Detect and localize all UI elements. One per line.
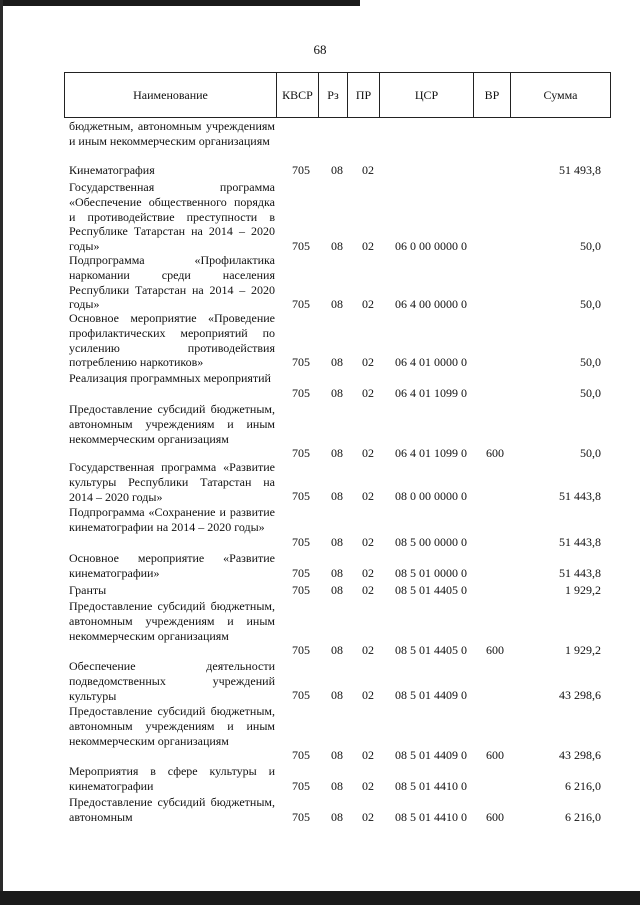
row-rz: 08 xyxy=(331,810,343,824)
header-sum: Сумма xyxy=(543,88,578,102)
row-kvsr: 705 xyxy=(292,446,310,460)
row-csr: 06 0 00 0000 0 xyxy=(395,239,467,253)
row-pr: 02 xyxy=(362,163,374,177)
row-name: Кинематография xyxy=(69,163,155,177)
row-sum: 43 298,6 xyxy=(559,688,601,702)
row-csr: 06 4 01 0000 0 xyxy=(395,355,467,369)
page-number: 68 xyxy=(313,42,327,57)
row-kvsr: 705 xyxy=(292,688,310,702)
row-sum: 50,0 xyxy=(580,239,601,253)
header-kvsr: КВСР xyxy=(277,73,319,117)
row-kvsr: 705 xyxy=(292,810,310,824)
row-sum: 51 443,8 xyxy=(559,489,601,503)
row-name: Предоставление субсидий бюджетным, автономным xyxy=(69,795,275,824)
row-kvsr: 705 xyxy=(292,355,310,369)
row-pr: 02 xyxy=(362,583,374,597)
row-kvsr: 705 xyxy=(292,535,310,549)
row-name: бюджетным, автономным учреждениям и иным некоммерческим организациям xyxy=(69,119,275,148)
row-csr: 08 5 01 4409 0 xyxy=(395,748,467,762)
row-pr: 02 xyxy=(362,688,374,702)
row-pr: 02 xyxy=(362,489,374,503)
row-pr: 02 xyxy=(362,355,374,369)
row-rz: 08 xyxy=(331,583,343,597)
row-name: Государственная программа «Обеспечение общественного порядка и противодействие преступности в Республике Татарстан на 2014 – 2020 годы» xyxy=(69,180,275,254)
header-name: Наименование xyxy=(65,73,277,117)
row-name: Гранты xyxy=(69,583,107,597)
row-name: Государственная программа «Развитие культуры Республики Татарстан на 2014 – 2020 годы» xyxy=(69,460,275,504)
row-kvsr: 705 xyxy=(292,779,310,793)
row-rz: 08 xyxy=(331,355,343,369)
row-sum: 6 216,0 xyxy=(565,810,601,824)
row-csr: 08 0 00 0000 0 xyxy=(395,489,467,503)
row-rz: 08 xyxy=(331,386,343,400)
row-pr: 02 xyxy=(362,239,374,253)
row-name: Предоставление субсидий бюджетным, автономным учреждениям и иным некоммерческим организациям xyxy=(69,599,275,643)
row-csr: 08 5 01 0000 0 xyxy=(395,566,467,580)
row-name: Предоставление субсидий бюджетным, автономным учреждениям и иным некоммерческим организациям xyxy=(69,704,275,748)
row-vr: 600 xyxy=(486,446,504,460)
row-csr: 08 5 01 4405 0 xyxy=(395,583,467,597)
row-rz: 08 xyxy=(331,239,343,253)
row-sum: 1 929,2 xyxy=(565,583,601,597)
row-kvsr: 705 xyxy=(292,748,310,762)
row-csr: 06 4 00 0000 0 xyxy=(395,297,467,311)
row-kvsr: 705 xyxy=(292,163,310,177)
row-sum: 50,0 xyxy=(580,355,601,369)
row-vr: 600 xyxy=(486,643,504,657)
row-rz: 08 xyxy=(331,779,343,793)
header-pr: ПР xyxy=(348,73,380,117)
row-kvsr: 705 xyxy=(292,583,310,597)
row-kvsr: 705 xyxy=(292,297,310,311)
row-rz: 08 xyxy=(331,163,343,177)
row-kvsr: 705 xyxy=(292,566,310,580)
row-csr: 08 5 00 0000 0 xyxy=(395,535,467,549)
row-rz: 08 xyxy=(331,446,343,460)
row-sum: 51 493,8 xyxy=(559,163,601,177)
row-sum: 50,0 xyxy=(580,446,601,460)
header-vr: ВР xyxy=(474,73,511,117)
row-csr: 06 4 01 1099 0 xyxy=(395,446,467,460)
row-name: Обеспечение деятельности подведомственных учреждений культуры xyxy=(69,659,275,703)
row-sum: 50,0 xyxy=(580,386,601,400)
row-pr: 02 xyxy=(362,643,374,657)
row-name: Мероприятия в сфере культуры и кинематографии xyxy=(69,764,275,793)
row-rz: 08 xyxy=(331,566,343,580)
row-name: Предоставление субсидий бюджетным, автономным учреждениям и иным некоммерческим организациям xyxy=(69,402,275,446)
row-sum: 51 443,8 xyxy=(559,566,601,580)
row-pr: 02 xyxy=(362,566,374,580)
row-kvsr: 705 xyxy=(292,489,310,503)
header-rz: Рз xyxy=(319,73,348,117)
header-csr: ЦСР xyxy=(380,73,474,117)
row-rz: 08 xyxy=(331,535,343,549)
row-vr: 600 xyxy=(486,810,504,824)
row-name: Подпрограмма «Сохранение и развитие кинематографии на 2014 – 2020 годы» xyxy=(69,505,275,534)
row-name: Подпрограмма «Профилактика наркомании среди населения Республики Татарстан на 2014 – 2020 годы» xyxy=(69,253,275,312)
row-name: Основное мероприятие «Развитие кинематографии» xyxy=(69,551,275,580)
row-csr: 08 5 01 4410 0 xyxy=(395,779,467,793)
row-rz: 08 xyxy=(331,688,343,702)
row-pr: 02 xyxy=(362,779,374,793)
row-rz: 08 xyxy=(331,748,343,762)
row-csr: 08 5 01 4409 0 xyxy=(395,688,467,702)
row-sum: 51 443,8 xyxy=(559,535,601,549)
row-sum: 6 216,0 xyxy=(565,779,601,793)
row-pr: 02 xyxy=(362,748,374,762)
row-pr: 02 xyxy=(362,446,374,460)
row-pr: 02 xyxy=(362,297,374,311)
row-pr: 02 xyxy=(362,386,374,400)
row-csr: 06 4 01 1099 0 xyxy=(395,386,467,400)
row-rz: 08 xyxy=(331,643,343,657)
row-sum: 50,0 xyxy=(580,297,601,311)
row-name: Реализация программных мероприятий xyxy=(69,371,271,385)
row-csr: 08 5 01 4410 0 xyxy=(395,810,467,824)
row-sum: 1 929,2 xyxy=(565,643,601,657)
row-kvsr: 705 xyxy=(292,386,310,400)
row-rz: 08 xyxy=(331,489,343,503)
row-kvsr: 705 xyxy=(292,239,310,253)
row-csr: 08 5 01 4405 0 xyxy=(395,643,467,657)
row-pr: 02 xyxy=(362,810,374,824)
row-sum: 43 298,6 xyxy=(559,748,601,762)
row-pr: 02 xyxy=(362,535,374,549)
row-kvsr: 705 xyxy=(292,643,310,657)
row-vr: 600 xyxy=(486,748,504,762)
row-rz: 08 xyxy=(331,297,343,311)
row-name: Основное мероприятие «Проведение профилактических мероприятий по усилению противодействия потреблению наркотиков» xyxy=(69,311,275,370)
